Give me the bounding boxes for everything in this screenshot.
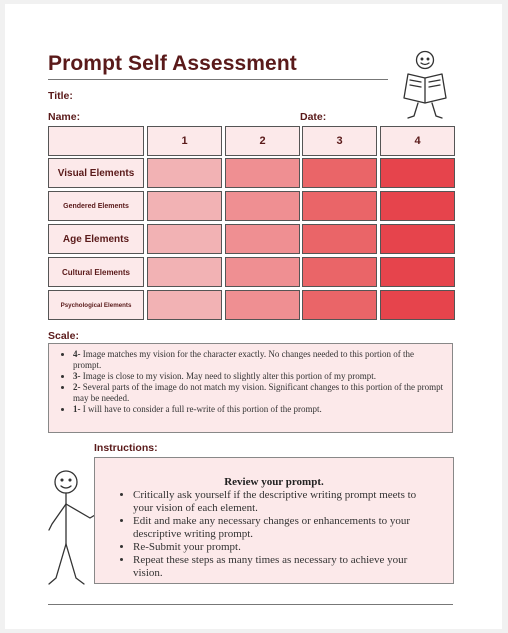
column-header: 2 xyxy=(225,126,300,156)
rating-cell-3[interactable] xyxy=(302,191,377,221)
instruction-item: • Re-Submit your prompt. xyxy=(133,541,439,554)
row-label-cultural: Cultural Elements xyxy=(48,257,144,287)
rating-cell-1[interactable] xyxy=(147,158,222,188)
date-field-label: Date: xyxy=(300,111,327,123)
rating-cell-1[interactable] xyxy=(147,257,222,287)
scale-item: • 1- I will have to consider a full re-write of this portion of the prompt. xyxy=(73,404,444,415)
rating-cell-2[interactable] xyxy=(225,257,300,287)
scale-item: • 3- Image is close to my vision. May need to slightly alter this portion of my prompt. xyxy=(73,371,444,382)
rating-cell-3[interactable] xyxy=(302,290,377,320)
row-label-visual: Visual Elements xyxy=(48,158,144,188)
scale-heading: Scale: xyxy=(48,330,79,342)
rating-cell-1[interactable] xyxy=(147,224,222,254)
instruction-item: • Repeat these steps as many times as necessary to achieve your vision. xyxy=(133,554,439,580)
title-underline xyxy=(48,79,388,80)
table-header-blank xyxy=(48,126,144,156)
instructions-panel xyxy=(94,457,454,584)
title-field-label: Title: xyxy=(48,90,73,102)
scale-legend xyxy=(48,343,453,433)
scale-item: • 2- Several parts of the image do not match my vision. Significant changes to this portion of the prompt may be needed. xyxy=(73,382,444,404)
rating-cell-4[interactable] xyxy=(380,191,455,221)
rating-cell-1[interactable] xyxy=(147,191,222,221)
instructions-heading: Instructions: xyxy=(94,442,158,454)
scale-item: • 4- Image matches my vision for the character exactly. No changes needed to this portion of the prompt. xyxy=(73,349,444,371)
row-label-age: Age Elements xyxy=(48,224,144,254)
rating-cell-2[interactable] xyxy=(225,191,300,221)
rating-cell-3[interactable] xyxy=(302,257,377,287)
column-header: 4 xyxy=(380,126,455,156)
name-field-label: Name: xyxy=(48,111,81,123)
rating-cell-4[interactable] xyxy=(380,158,455,188)
instruction-item: • Edit and make any necessary changes or enhancements to your descriptive writing prompt. xyxy=(133,515,439,541)
stick-figure-reading-icon xyxy=(400,48,452,120)
page-title: Prompt Self Assessment xyxy=(48,52,297,75)
footer-rule xyxy=(48,604,453,605)
rating-cell-3[interactable] xyxy=(302,224,377,254)
rating-cell-4[interactable] xyxy=(380,290,455,320)
rating-cell-2[interactable] xyxy=(225,290,300,320)
instruction-item: • Critically ask yourself if the descriptive writing prompt meets to your vision of each element. xyxy=(133,489,439,515)
rating-cell-3[interactable] xyxy=(302,158,377,188)
row-label-psychological: Psychological Elements xyxy=(48,290,144,320)
rating-cell-1[interactable] xyxy=(147,290,222,320)
rating-cell-2[interactable] xyxy=(225,224,300,254)
instructions-title: Review your prompt. xyxy=(224,476,324,488)
column-header: 1 xyxy=(147,126,222,156)
rating-cell-4[interactable] xyxy=(380,224,455,254)
rating-cell-2[interactable] xyxy=(225,158,300,188)
rating-cell-4[interactable] xyxy=(380,257,455,287)
column-header: 3 xyxy=(302,126,377,156)
row-label-gendered: Gendered Elements xyxy=(48,191,144,221)
